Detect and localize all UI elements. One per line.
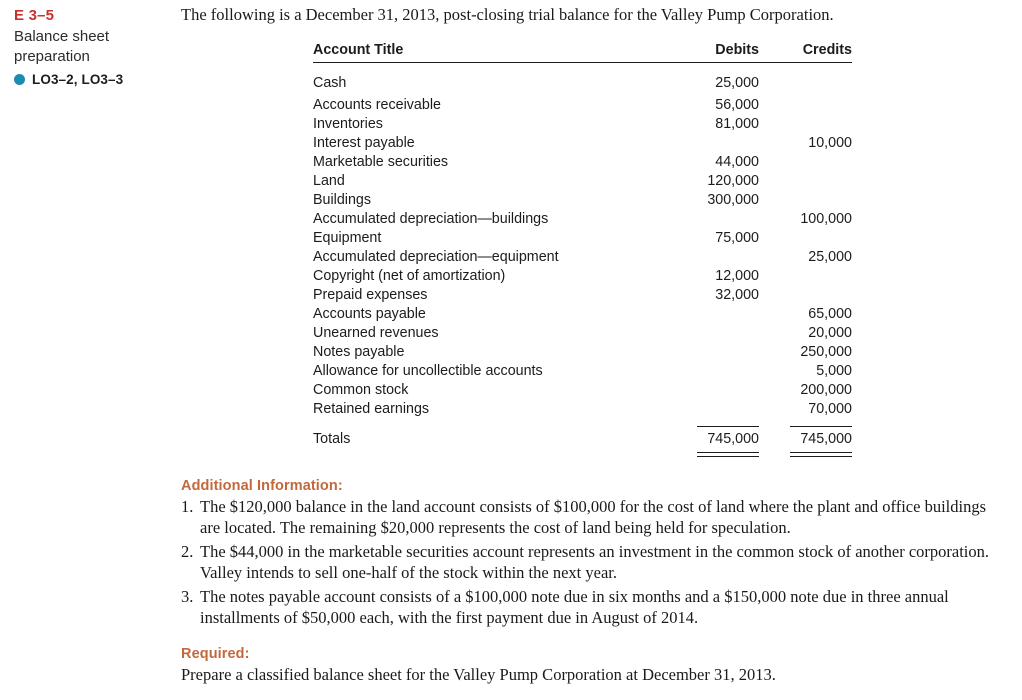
totals-debit: 745,000: [707, 430, 759, 447]
table-row: [313, 286, 852, 305]
cell-account-title: Unearned revenues: [313, 325, 439, 341]
table-row: [313, 115, 852, 134]
cell-debit: [666, 381, 759, 400]
learning-objectives-label: LO3–2, LO3–3: [32, 72, 124, 87]
table-row: [313, 191, 852, 210]
cell-account-title: Land: [313, 173, 345, 189]
trial-balance-table: [313, 42, 852, 457]
cell-credit: [759, 286, 852, 305]
cell-credit: [759, 229, 852, 248]
table-row: [313, 210, 852, 229]
list-item: [181, 542, 1009, 583]
totals-label: Totals: [313, 430, 351, 447]
cell-debit: 120,000: [707, 173, 759, 189]
cell-credit: 250,000: [800, 344, 852, 360]
table-row: [313, 63, 852, 97]
cell-debit: [666, 248, 759, 267]
cell-debit: 56,000: [715, 97, 759, 113]
cell-credit: 5,000: [816, 363, 852, 379]
totals-double-rule-row: [313, 450, 852, 457]
cell-account-title: Equipment: [313, 230, 382, 246]
cell-credit: [759, 191, 852, 210]
cell-account-title: Interest payable: [313, 135, 415, 151]
additional-information-list: [181, 497, 1009, 628]
cell-debit: 75,000: [715, 230, 759, 246]
list-item-text: The $44,000 in the marketable securities account represents an investment in the common stock of another corporation. Valley intends to sell one-half of the stock within the next year.: [200, 542, 990, 582]
table-row: [313, 324, 852, 343]
cell-account-title: Prepaid expenses: [313, 287, 428, 303]
cell-credit: 25,000: [808, 249, 852, 265]
exercise-title: Balance sheet preparation: [14, 28, 110, 65]
cell-credit: [759, 267, 852, 286]
cell-debit: 81,000: [715, 116, 759, 132]
totals-top-rule-credits: [759, 419, 852, 427]
cell-credit: [759, 172, 852, 191]
cell-credit: [759, 153, 852, 172]
cell-account-title: Common stock: [313, 382, 409, 398]
cell-account-title: Cash: [313, 74, 347, 91]
list-item-marker: 2.: [181, 542, 194, 561]
cell-account-title: Notes payable: [313, 344, 405, 360]
cell-credit: [759, 115, 852, 134]
cell-credit: 200,000: [800, 382, 852, 398]
cell-debit: 300,000: [707, 192, 759, 208]
column-header-credits: Credits: [759, 42, 852, 63]
required-text: Prepare a classified balance sheet for the Valley Pump Corporation at December 31, 2013.: [181, 665, 776, 684]
list-item-marker: 1.: [181, 497, 194, 516]
totals-top-rule-row: [313, 419, 852, 427]
cell-credit: 100,000: [800, 211, 852, 227]
cell-credit: [759, 63, 852, 97]
table-row: [313, 400, 852, 419]
cell-account-title: Retained earnings: [313, 401, 430, 417]
cell-account-title: Accumulated depreciation—equipment: [313, 249, 559, 265]
table-row: [313, 362, 852, 381]
table-row: [313, 248, 852, 267]
cell-credit: 20,000: [808, 325, 852, 341]
cell-debit: [666, 343, 759, 362]
list-item-text: The notes payable account consists of a $100,000 note due in six months and a $150,000 note due in three annual installments of $50,000 each, with the first payment due in August of 2014.: [200, 587, 949, 627]
cell-account-title: Accounts payable: [313, 306, 426, 322]
table-row: [313, 96, 852, 115]
cell-debit: [666, 324, 759, 343]
cell-account-title: Inventories: [313, 116, 383, 132]
totals-double-rule-credits: [759, 450, 852, 457]
bullet-dot-icon: [14, 74, 25, 85]
totals-double-rule-debits: [666, 450, 759, 457]
required-section: [181, 646, 1009, 685]
cell-account-title: Copyright (net of amortization): [313, 268, 506, 284]
cell-account-title: Marketable securities: [313, 154, 449, 170]
cell-credit: 10,000: [808, 135, 852, 151]
cell-debit: 32,000: [715, 287, 759, 303]
cell-credit: [759, 96, 852, 115]
cell-credit: 65,000: [808, 306, 852, 322]
additional-information-section: [181, 478, 1009, 628]
cell-debit: [666, 400, 759, 419]
cell-debit: 25,000: [715, 74, 759, 91]
intro-paragraph: The following is a December 31, 2013, post-closing trial balance for the Valley Pump Corporation.: [181, 5, 834, 24]
column-header-account-title: Account Title: [313, 42, 666, 63]
cell-credit: 70,000: [808, 401, 852, 417]
cell-account-title: Buildings: [313, 192, 372, 208]
trial-balance-body: [313, 63, 852, 458]
totals-credit: 745,000: [800, 430, 852, 447]
cell-debit: 12,000: [715, 268, 759, 284]
list-item-marker: 3.: [181, 587, 194, 606]
list-item: [181, 497, 1009, 538]
exercise-body: [181, 0, 1009, 685]
table-row: [313, 267, 852, 286]
exercise-number: E 3–5: [14, 7, 55, 24]
cell-debit: [666, 305, 759, 324]
trial-balance-table-wrapper: [313, 42, 852, 457]
table-header-row: [313, 42, 852, 63]
table-row: [313, 134, 852, 153]
cell-debit: [666, 362, 759, 381]
list-item-text: The $120,000 balance in the land account consists of $100,000 for the cost of land where the plant and office buildings are located. The remaining $20,000 represents the cost of land being held for speculation.: [200, 497, 986, 537]
cell-debit: [666, 134, 759, 153]
totals-row: [313, 427, 852, 450]
list-item: [181, 587, 1009, 628]
cell-debit: [666, 210, 759, 229]
learning-objectives: [14, 72, 174, 87]
table-row: [313, 305, 852, 324]
cell-account-title: Allowance for uncollectible accounts: [313, 363, 543, 379]
cell-account-title: Accounts receivable: [313, 97, 441, 113]
table-row: [313, 229, 852, 248]
table-row: [313, 343, 852, 362]
totals-top-rule-debits: [666, 419, 759, 427]
required-heading: Required:: [181, 646, 250, 662]
exercise-margin-column: [14, 6, 174, 87]
table-row: [313, 381, 852, 400]
additional-information-heading: Additional Information:: [181, 478, 343, 494]
cell-debit: 44,000: [715, 154, 759, 170]
table-row: [313, 153, 852, 172]
table-row: [313, 172, 852, 191]
cell-account-title: Accumulated depreciation—buildings: [313, 211, 549, 227]
column-header-debits: Debits: [666, 42, 759, 63]
